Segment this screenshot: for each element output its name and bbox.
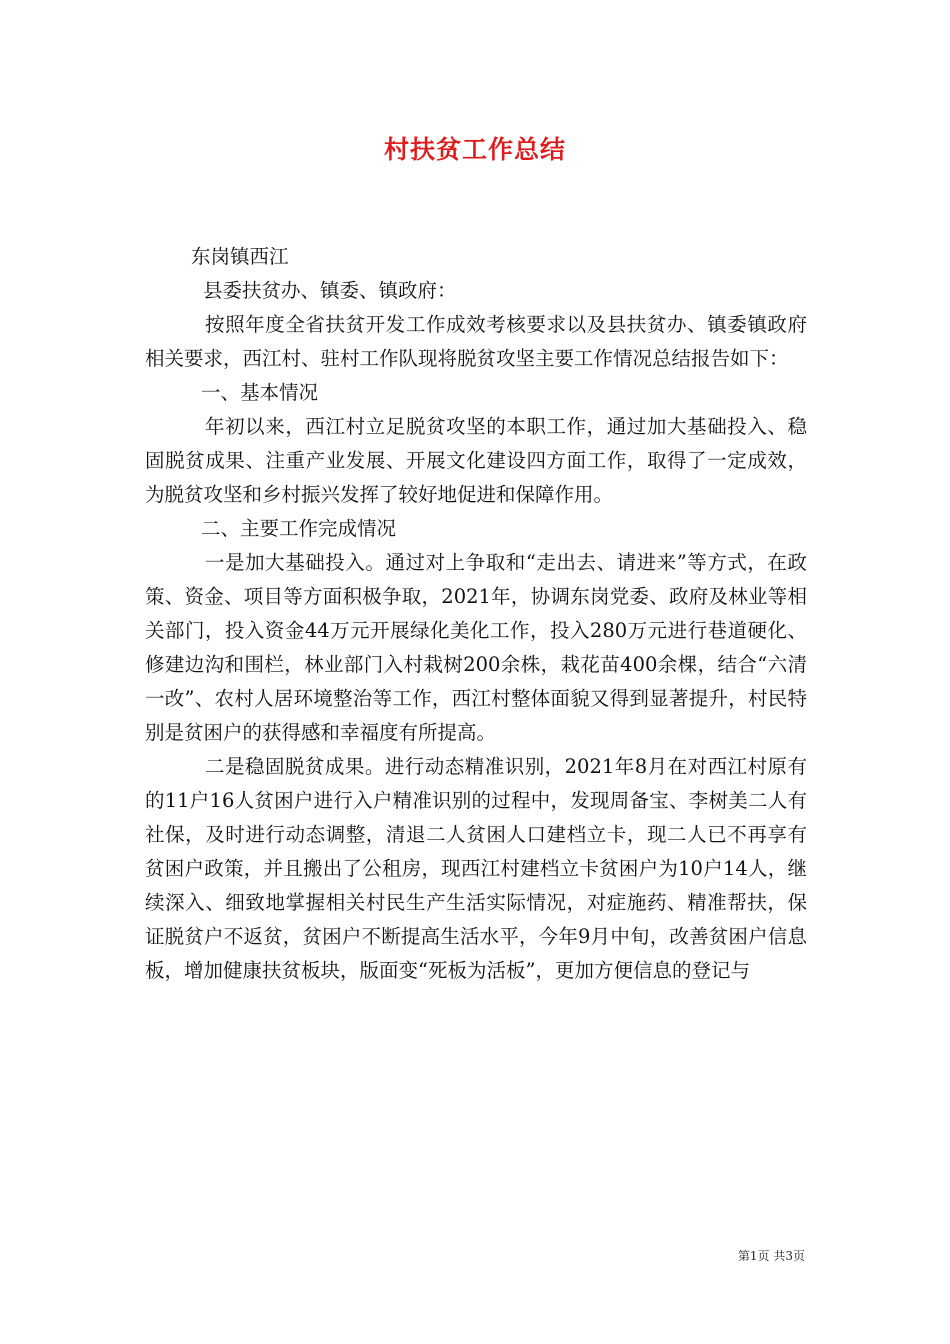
paragraph-location: 东岗镇西江 bbox=[191, 245, 289, 268]
document-body bbox=[145, 240, 807, 988]
paragraph-salutation: 县委扶贫办、镇委、镇政府： bbox=[203, 279, 457, 302]
paragraph-consolidation: 二是稳固脱贫成果。进行动态精准识别，2021年8月在对西江村原有的11户16人贫困户进行入户精准识别的过程中，发现周备宝、李树美二人有社保，及时进行动态调整，清退二人贫困人口建档立卡，现二人已不再享有贫困户政策，并且搬出了公租房，现西江村建档立卡贫困户为10户14人，继续深入、细致地掌握相关村民生产生活实际情况，对症施药、精准帮扶，保证脱贫户不返贫，贫困户不断提高生活水平，今年9月中旬，改善贫困户信息板，增加健康扶贫板块，版面变“死板为活板”，更加方便信息的登记与 bbox=[145, 755, 807, 982]
paragraph-intro: 按照年度全省扶贫开发工作成效考核要求以及县扶贫办、镇委镇政府相关要求，西江村、驻村工作队现将脱贫攻坚主要工作情况总结报告如下： bbox=[145, 313, 807, 370]
heading-basic-situation: 一、基本情况 bbox=[201, 381, 319, 404]
heading-main-work: 二、主要工作完成情况 bbox=[201, 517, 397, 540]
paragraph-infrastructure: 一是加大基础投入。通过对上争取和“走出去、请进来”等方式，在政策、资金、项目等方面积极争取，2021年，协调东岗党委、政府及林业等相关部门，投入资金44万元开展绿化美化工作，投入280万元进行巷道硬化、修建边沟和围栏，林业部门入村栽树200余株，栽花苗400余棵，结合“六清一改”、农村人居环境整治等工作，西江村整体面貌又得到显著提升，村民特别是贫困户的获得感和幸福度有所提高。 bbox=[145, 551, 807, 744]
document-title: 村扶贫工作总结 bbox=[383, 135, 566, 164]
paragraph-basic-situation: 年初以来，西江村立足脱贫攻坚的本职工作，通过加大基础投入、稳固脱贫成果、注重产业发展、开展文化建设四方面工作，取得了一定成效，为脱贫攻坚和乡村振兴发挥了较好地促进和保障作用。 bbox=[145, 415, 807, 506]
page-number: 第1页 共3页 bbox=[737, 1249, 805, 1263]
